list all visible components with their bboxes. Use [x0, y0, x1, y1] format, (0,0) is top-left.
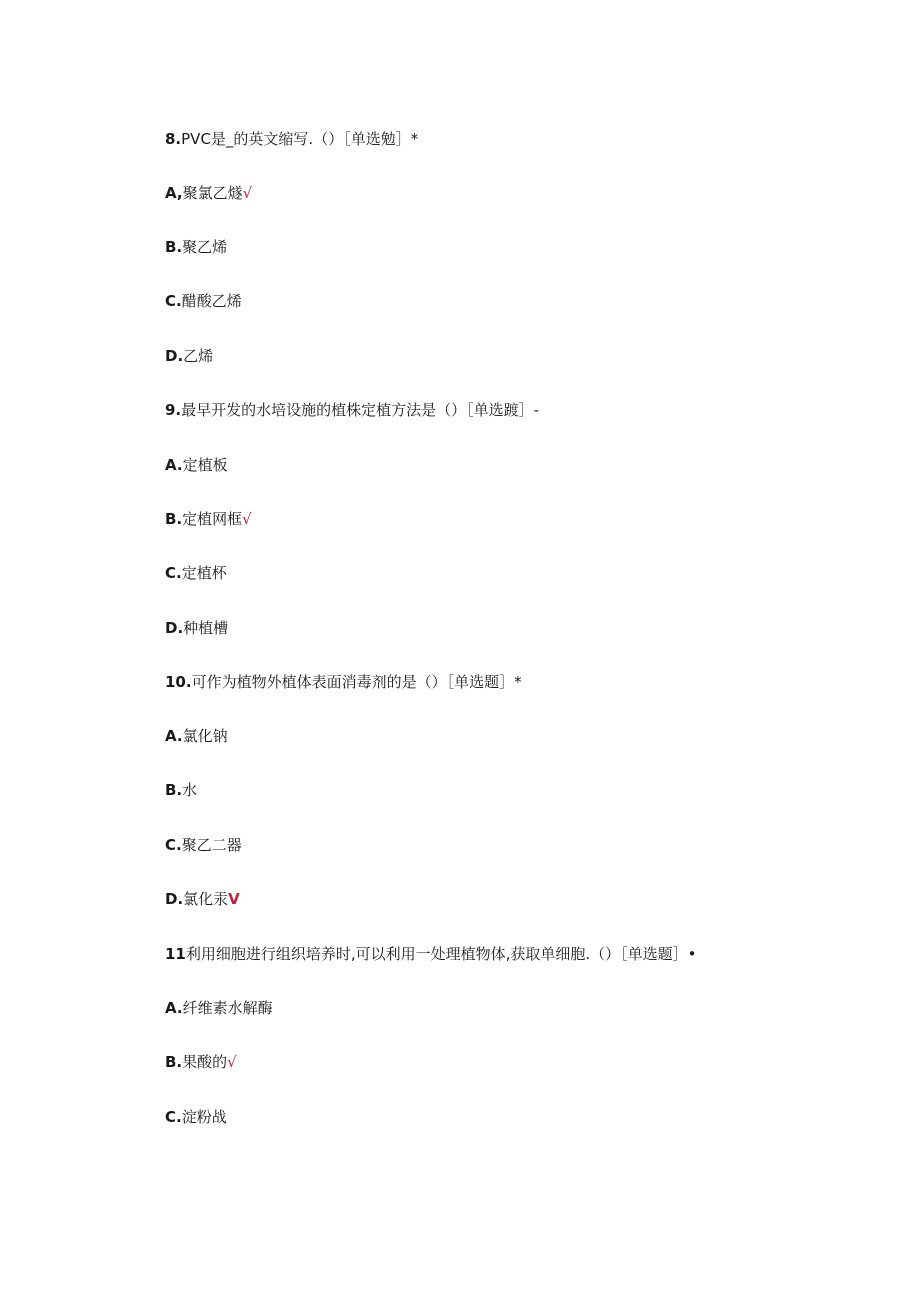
question-number: 11 [165, 945, 186, 963]
question-text: 可作为植物外植体表面消毒剂的是（）［单选题］* [191, 673, 522, 691]
option-text: 种植槽 [183, 619, 229, 637]
option-text: 聚乙二器 [181, 836, 242, 854]
question-10-option-b [165, 780, 197, 800]
option-text: 定植板 [182, 456, 228, 474]
option-letter: D. [165, 347, 184, 365]
option-letter: B. [165, 510, 183, 528]
option-letter: B. [165, 1053, 183, 1071]
question-number: 9. [165, 401, 182, 419]
question-11-option-a [165, 998, 273, 1018]
option-text: 定植杯 [181, 564, 227, 582]
option-letter: B. [165, 238, 183, 256]
question-10 [165, 672, 522, 692]
option-text: 淀粉战 [181, 1108, 227, 1126]
question-text: PVC是_的英文缩写.（）［单选勉］* [181, 130, 419, 148]
option-letter: A. [165, 727, 183, 745]
question-9-option-c [165, 563, 227, 583]
question-10-option-d [165, 889, 240, 909]
question-11 [165, 944, 697, 964]
question-8-option-b [165, 237, 227, 257]
option-letter: A, [165, 184, 183, 202]
question-8-option-d [165, 346, 213, 366]
question-10-option-a [165, 726, 228, 746]
option-letter: D. [165, 619, 184, 637]
option-text: 纤维素水解酶 [182, 999, 273, 1017]
option-letter: D. [165, 890, 184, 908]
option-text: 氯化汞 [183, 890, 229, 908]
option-text: 聚乙烯 [182, 238, 228, 256]
question-11-option-b [165, 1052, 237, 1072]
option-letter: C. [165, 564, 182, 582]
option-letter: C. [165, 292, 182, 310]
question-text: 利用细胞进行组织培养时,可以利用一处理植物体,获取单细胞.（）［单选题］• [185, 945, 697, 963]
correct-mark: V [228, 890, 240, 908]
correct-mark: √ [227, 1053, 237, 1071]
option-text: 定植网框 [182, 510, 243, 528]
option-letter: C. [165, 836, 182, 854]
option-letter: C. [165, 1108, 182, 1126]
option-text: 果酸的 [182, 1053, 228, 1071]
question-11-option-c [165, 1107, 227, 1127]
question-9-option-b [165, 509, 252, 529]
question-9 [165, 400, 539, 420]
option-text: 乙烯 [183, 347, 214, 365]
option-text: 水 [182, 781, 198, 799]
question-number: 8. [165, 130, 182, 148]
question-9-option-d [165, 618, 228, 638]
question-8 [165, 129, 418, 149]
option-text: 聚氯乙燧 [182, 184, 243, 202]
option-letter: A. [165, 999, 183, 1017]
option-text: 醋酸乙烯 [181, 292, 242, 310]
option-letter: A. [165, 456, 183, 474]
question-text: 最早开发的水培设施的植株定植方法是（）［单选踱］- [181, 401, 540, 419]
correct-mark: √ [242, 184, 253, 202]
question-8-option-a [165, 183, 252, 203]
question-8-option-c [165, 291, 242, 311]
question-9-option-a [165, 455, 228, 475]
question-number: 10. [165, 673, 192, 691]
option-letter: B. [165, 781, 183, 799]
correct-mark: √ [242, 510, 252, 528]
option-text: 氯化钠 [182, 727, 228, 745]
question-10-option-c [165, 835, 242, 855]
